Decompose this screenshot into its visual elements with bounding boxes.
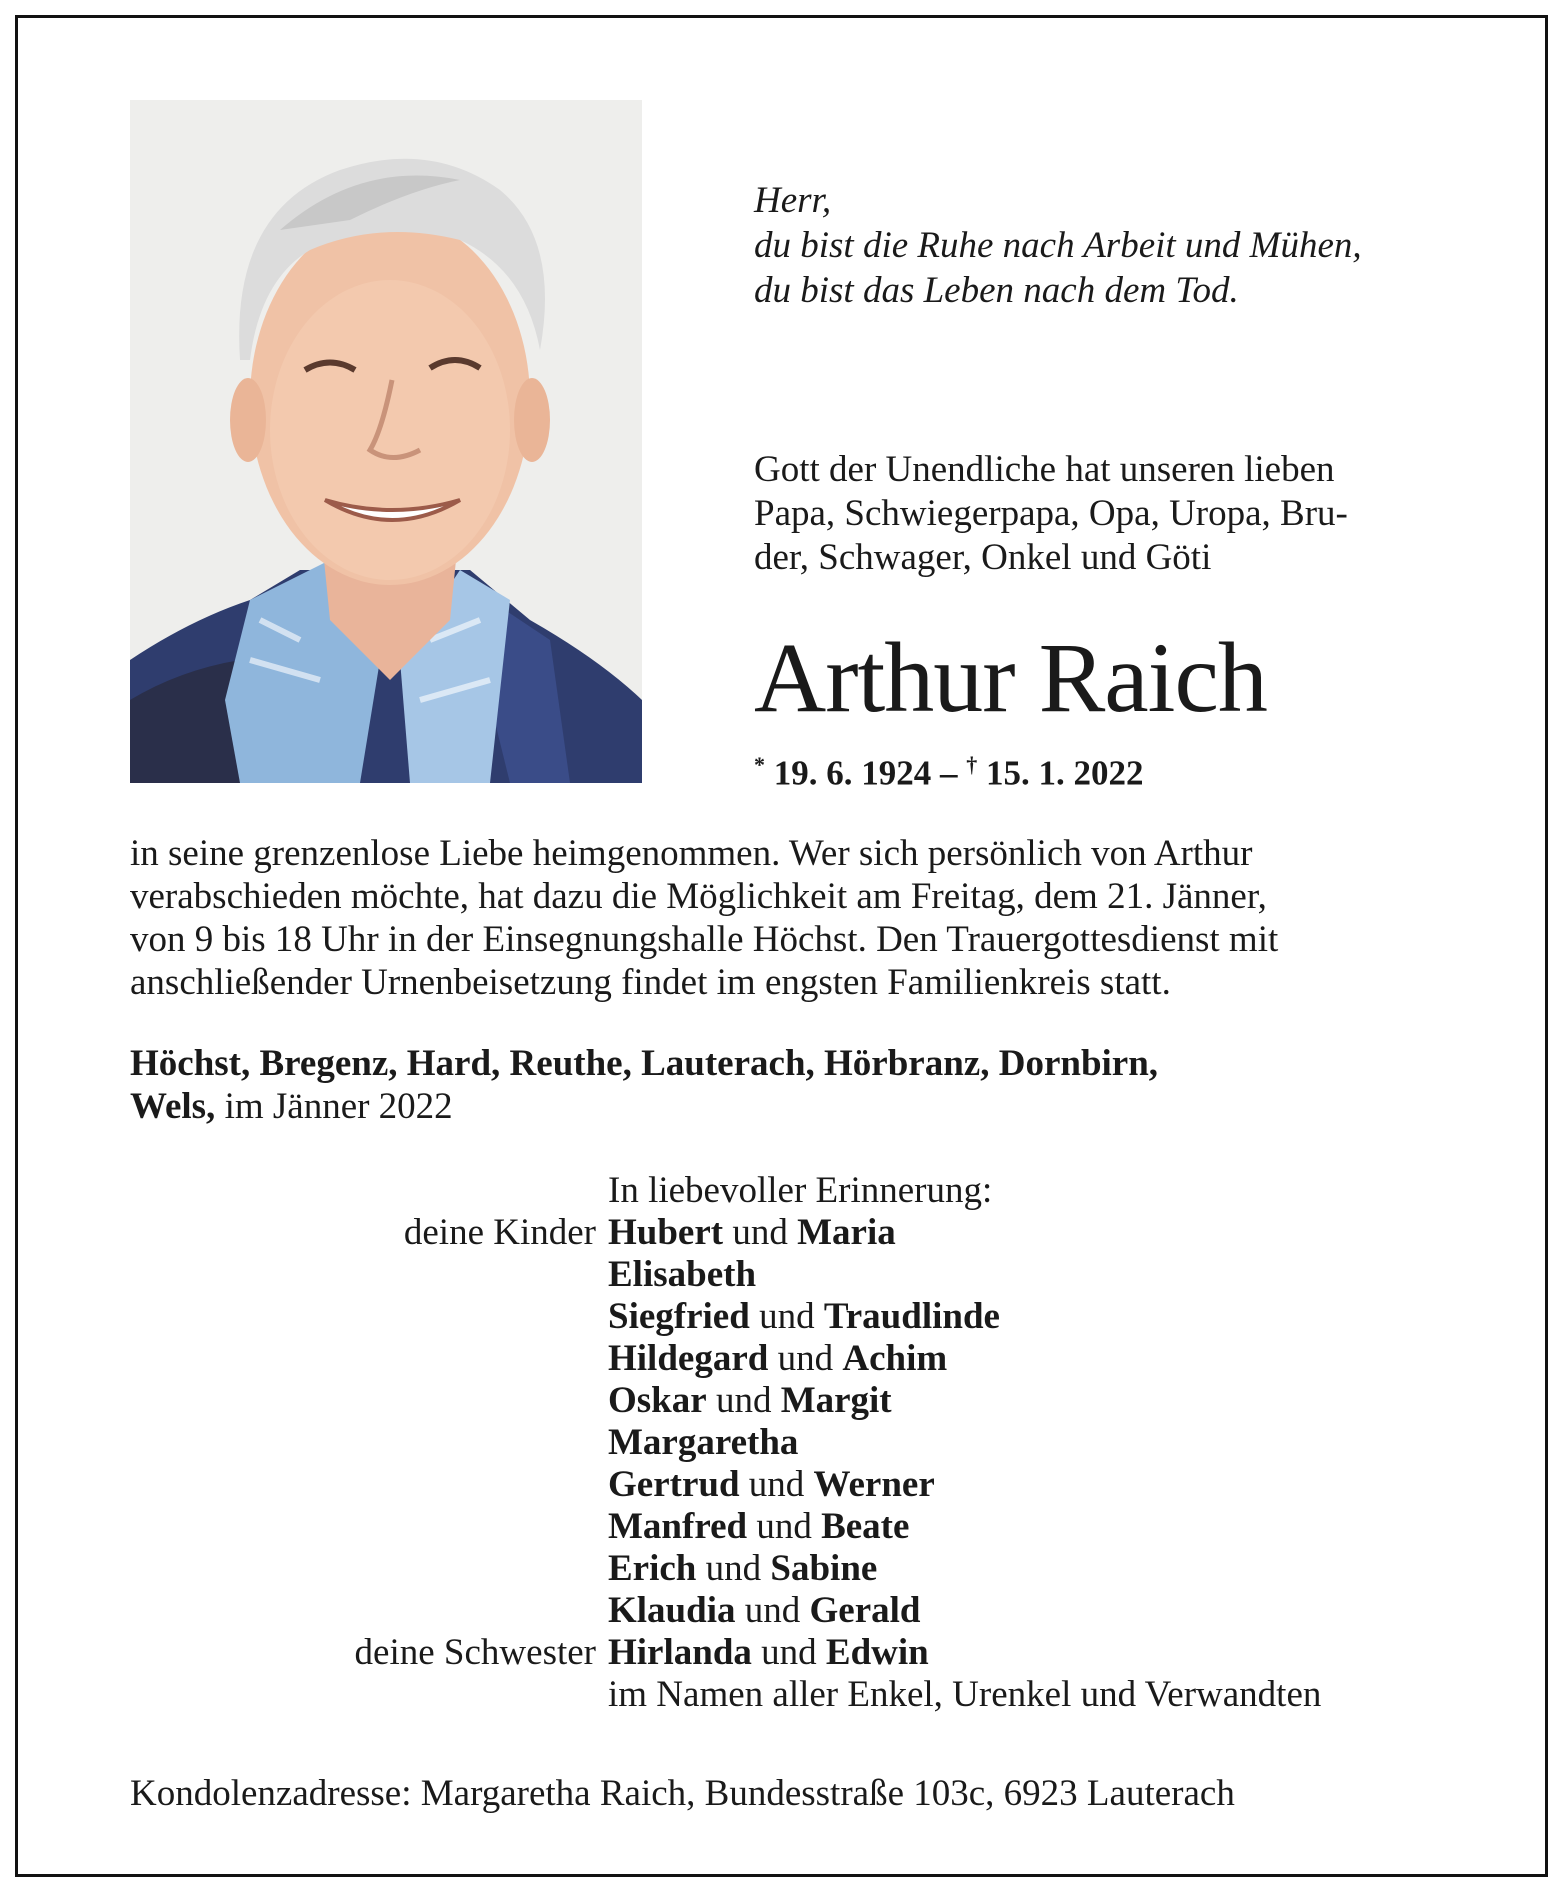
memory-label-empty xyxy=(130,1674,608,1716)
memory-heading: In liebevoller Erinnerung: xyxy=(608,1170,993,1211)
places-date xyxy=(130,1042,1158,1128)
child-name: Erich xyxy=(608,1548,697,1589)
deceased-name: Arthur Raich xyxy=(754,622,1267,733)
partner-name: Maria xyxy=(797,1212,896,1253)
child-row xyxy=(130,1212,1440,1254)
sister-row xyxy=(130,1632,1440,1674)
verse xyxy=(754,178,1362,313)
body-line: von 9 bis 18 Uhr in der Einsegnungshalle Höchst. Den Trauergottesdienst mit xyxy=(130,919,1279,960)
portrait-photo xyxy=(130,100,642,783)
sister-name: Hirlanda xyxy=(608,1632,752,1673)
closing-text: im Namen aller Enkel, Urenkel und Verwandten xyxy=(608,1674,1322,1715)
conjunction: und xyxy=(759,1296,815,1337)
child-entry xyxy=(608,1380,892,1422)
condolence-address: Kondolenzadresse: Margaretha Raich, Bundesstraße 103c, 6923 Lauterach xyxy=(130,1773,1235,1814)
child-row xyxy=(130,1254,1440,1296)
death-symbol: † xyxy=(966,752,978,777)
sister-entry xyxy=(608,1632,929,1674)
partner-name: Gerald xyxy=(809,1590,921,1631)
announcement xyxy=(754,448,1348,580)
child-entry xyxy=(608,1548,877,1590)
memory-label-empty xyxy=(130,1338,608,1380)
partner-name: Margit xyxy=(780,1380,892,1421)
conjunction: und xyxy=(756,1506,812,1547)
children-label: deine Kinder xyxy=(403,1212,596,1253)
memory-label-empty xyxy=(130,1506,608,1548)
child-name: Elisabeth xyxy=(608,1254,757,1295)
body-text xyxy=(130,832,1440,1004)
conjunction: und xyxy=(732,1212,788,1253)
portrait-illustration xyxy=(130,100,642,783)
announcement-line: Gott der Unendliche hat unseren lieben xyxy=(754,449,1335,490)
child-name: Gertrud xyxy=(608,1464,740,1505)
birth-date: 19. 6. 1924 xyxy=(773,753,932,793)
partner-name: Traudlinde xyxy=(823,1296,1000,1337)
memory-label-empty xyxy=(130,1548,608,1590)
verse-line: du bist die Ruhe nach Arbeit und Mühen, xyxy=(754,225,1362,266)
child-name: Hildegard xyxy=(608,1338,769,1379)
child-name: Margaretha xyxy=(608,1422,799,1463)
child-entry xyxy=(608,1590,920,1632)
conjunction: und xyxy=(705,1548,762,1589)
child-row xyxy=(130,1422,1440,1464)
child-entry xyxy=(608,1254,756,1296)
partner-name: Werner xyxy=(813,1464,935,1505)
sister-partner-name: Edwin xyxy=(825,1632,929,1673)
announcement-line: Papa, Schwiegerpapa, Opa, Uropa, Bru- xyxy=(754,493,1348,534)
partner-name: Beate xyxy=(821,1506,910,1547)
child-entry xyxy=(608,1338,947,1380)
conjunction: und xyxy=(744,1590,801,1631)
partner-name: Sabine xyxy=(770,1548,878,1589)
memory-label-empty xyxy=(130,1254,608,1296)
memory-label-empty xyxy=(130,1422,608,1464)
memory-heading-row xyxy=(130,1170,1440,1212)
child-row xyxy=(130,1296,1440,1338)
life-dates xyxy=(754,752,1144,794)
child-row xyxy=(130,1506,1440,1548)
memory-label-empty xyxy=(130,1170,608,1212)
conjunction: und xyxy=(715,1380,772,1421)
places-date-text: im Jänner 2022 xyxy=(215,1086,453,1127)
child-entry xyxy=(608,1422,798,1464)
child-entry xyxy=(608,1296,1000,1338)
sister-label: deine Schwester xyxy=(354,1632,596,1673)
child-name: Oskar xyxy=(608,1380,707,1421)
child-row xyxy=(130,1338,1440,1380)
child-entry xyxy=(608,1212,896,1254)
child-name: Siegfried xyxy=(608,1296,750,1337)
conjunction: und xyxy=(777,1338,834,1379)
memory-label-empty xyxy=(130,1464,608,1506)
places-line-bold: Wels, xyxy=(130,1086,216,1127)
child-entry xyxy=(608,1506,909,1548)
child-entry xyxy=(608,1464,935,1506)
places-line: Höchst, Bregenz, Hard, Reuthe, Lauterach, Hörbranz, Dornbirn, xyxy=(130,1043,1159,1084)
date-separator: – xyxy=(940,753,958,793)
memory-list xyxy=(130,1170,1440,1716)
child-row xyxy=(130,1380,1440,1422)
body-line: anschließender Urnenbeisetzung findet im engsten Familienkreis statt. xyxy=(130,962,1171,1003)
child-name: Manfred xyxy=(608,1506,748,1547)
partner-name: Achim xyxy=(842,1338,948,1379)
verse-line: du bist das Leben nach dem Tod. xyxy=(754,270,1239,311)
verse-line: Herr, xyxy=(754,180,832,221)
child-name: Klaudia xyxy=(608,1590,736,1631)
conjunction: und xyxy=(748,1464,805,1505)
conjunction: und xyxy=(761,1632,817,1673)
child-name: Hubert xyxy=(608,1212,724,1253)
closing-row xyxy=(130,1674,1440,1716)
child-row xyxy=(130,1464,1440,1506)
child-row xyxy=(130,1590,1440,1632)
child-row xyxy=(130,1548,1440,1590)
announcement-line: der, Schwager, Onkel und Göti xyxy=(754,537,1212,578)
death-date: 15. 1. 2022 xyxy=(986,753,1144,793)
birth-symbol: * xyxy=(754,752,765,777)
body-line: verabschieden möchte, hat dazu die Möglichkeit am Freitag, dem 21. Jänner, xyxy=(130,876,1267,917)
memory-label-empty xyxy=(130,1296,608,1338)
memory-label-empty xyxy=(130,1380,608,1422)
body-line: in seine grenzenlose Liebe heimgenommen. Wer sich persönlich von Arthur xyxy=(130,833,1253,874)
memory-label-empty xyxy=(130,1590,608,1632)
